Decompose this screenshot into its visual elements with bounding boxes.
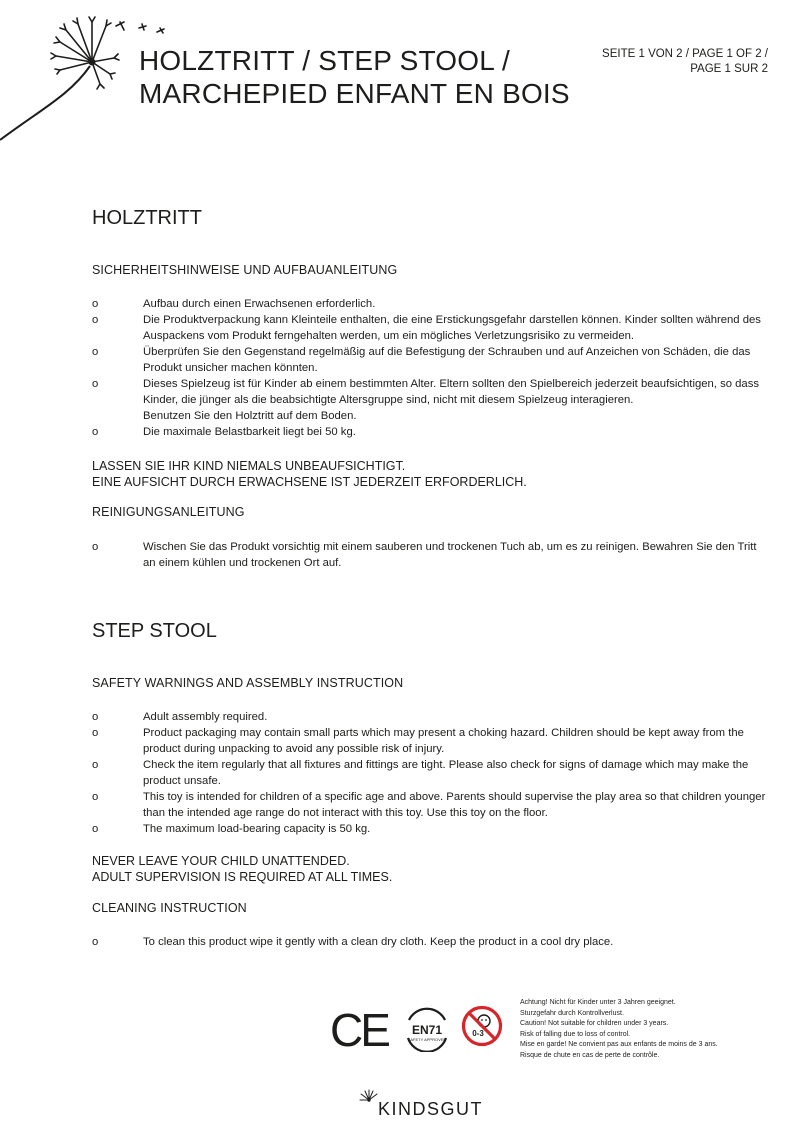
age-warning-line: Mise en garde! Ne convient pas aux enfants de moins de 3 ans. [520, 1041, 718, 1048]
age-restriction-icon [461, 1005, 503, 1047]
age-warning-line: Risk of falling due to loss of control. [520, 1030, 631, 1038]
list-item [92, 709, 768, 725]
list-item-text: Check the item regularly that all fixtures and fittings are tight. Please also check for signs of damage which may make the product unsafe. [143, 759, 749, 787]
warning-line: LASSEN SIE IHR KIND NIEMALS UNBEAUFSICHTIGT. [92, 459, 406, 473]
list-item-text: Die Produktverpackung kann Kleinteile enthalten, die eine Erstickungsgefahr darstellen können. Kinder sollten während des Auspackens vom Produkt ferngehalten werden, um ein mögliches Verletzungsrisiko zu vermeiden. [143, 314, 761, 342]
page-number-line-2: PAGE 1 SUR 2 [690, 63, 768, 75]
cleaning-list-de [92, 539, 768, 571]
bullet-mark: o [92, 298, 99, 310]
list-item-text: Product packaging may contain small parts which may present a choking hazard. Children should be kept away from the product during unpacking to avoid any possible risk of injury. [143, 727, 744, 755]
bullet-mark: o [92, 791, 99, 803]
supervision-warning-de [92, 458, 768, 490]
age-warning-line: Caution! Not suitable for children under 3 years. [520, 1020, 669, 1027]
bullet-mark: o [92, 541, 99, 553]
list-item-text: Überprüfen Sie den Gegenstand regelmäßig auf die Befestigung der Schrauben und auf Anzeichen von Schäden, die das Produkt unsicher machen könnten. [143, 346, 751, 374]
list-item-continuation [92, 408, 768, 424]
bullet-mark: o [92, 936, 99, 948]
cleaning-heading-en: CLEANING INSTRUCTION [92, 901, 247, 915]
list-item-text: Adult assembly required. [143, 711, 268, 723]
age-warning-text [520, 998, 770, 1061]
page-number [602, 47, 768, 77]
section-heading-en: STEP STOOL [92, 620, 217, 642]
en71-label: EN71 [411, 1023, 443, 1037]
list-item-text: The maximum load-bearing capacity is 50 kg. [143, 823, 371, 835]
list-item-text: This toy is intended for children of a specific age and above. Parents should supervise the play area so that children younger than the intended age range do not interact with this toy. Use this toy on the floor. [143, 791, 766, 819]
list-item [92, 539, 768, 571]
age-warning-line: Risque de chute en cas de perte de contrôle. [520, 1051, 660, 1059]
list-item [92, 725, 768, 757]
safety-list-en [92, 709, 768, 837]
bullet-mark: o [92, 711, 99, 723]
age-warning-line: Achtung! Nicht für Kinder unter 3 Jahren geeignet. [520, 999, 676, 1006]
list-item [92, 424, 768, 440]
warning-line: NEVER LEAVE YOUR CHILD UNATTENDED. [92, 854, 350, 868]
list-item-text: Dieses Spielzeug ist für Kinder ab einem bestimmten Alter. Eltern sollten den Spielbereich jederzeit beaufsichtigen, so dass Kinder, die jünger als die beabsichtigte Altersgruppe sind, nicht mit diesem Spielzeug interagieren. [143, 378, 760, 406]
age-range-label: 0-3 [472, 1029, 484, 1038]
warning-line: EINE AUFSICHT DURCH ERWACHSENE IST JEDERZEIT ERFORDERLICH. [92, 475, 527, 489]
safety-heading-en: SAFETY WARNINGS AND ASSEMBLY INSTRUCTION [92, 676, 404, 690]
page-number-line-1: SEITE 1 VON 2 / PAGE 1 OF 2 / [602, 48, 768, 60]
bullet-mark: o [92, 314, 99, 326]
list-item-text: Wischen Sie das Produkt vorsichtig mit einem sauberen und trockenen Tuch ab, um es zu reinigen. Bewahren Sie den Tritt an einem kühlen und trockenen Ort auf. [143, 541, 757, 569]
brand-name: KINDSGUT [378, 1099, 484, 1119]
list-item-text: Die maximale Belastbarkeit liegt bei 50 kg. [143, 426, 356, 438]
bullet-mark: o [92, 426, 99, 438]
bullet-mark: o [92, 759, 99, 771]
list-item [92, 757, 768, 789]
en71-sublabel: SAFETY APPROVED [407, 1037, 447, 1042]
list-item [92, 789, 768, 821]
bullet-mark: o [92, 346, 99, 358]
list-item [92, 296, 768, 312]
list-item-text: Benutzen Sie den Holztritt auf dem Boden. [143, 410, 357, 422]
en71-safety-badge-icon [403, 1006, 451, 1052]
bullet-mark: o [92, 727, 99, 739]
list-item-text: To clean this product wipe it gently with a clean dry cloth. Keep the product in a cool dry place. [143, 936, 614, 948]
safety-heading-de: SICHERHEITSHINWEISE UND AUFBAUANLEITUNG [92, 263, 398, 277]
list-item-text: Aufbau durch einen Erwachsenen erforderlich. [143, 298, 376, 310]
title-line-2: MARCHEPIED ENFANT EN BOIS [139, 78, 570, 109]
age-warning-line: Sturzgefahr durch Kontrollverlust. [520, 1009, 624, 1017]
list-item [92, 312, 768, 344]
title-line-1: HOLZTRITT / STEP STOOL / [139, 45, 510, 76]
cleaning-list-en [92, 934, 768, 950]
list-item [92, 821, 768, 837]
cleaning-heading-de: REINIGUNGSANLEITUNG [92, 505, 245, 519]
section-heading-de: HOLZTRITT [92, 207, 202, 229]
list-item [92, 376, 768, 408]
document-title [139, 44, 570, 110]
list-item [92, 934, 768, 950]
ce-mark-icon: CE [330, 1004, 388, 1056]
supervision-warning-en [92, 853, 768, 885]
bullet-mark: o [92, 823, 99, 835]
warning-line: ADULT SUPERVISION IS REQUIRED AT ALL TIMES. [92, 870, 393, 884]
safety-list-de [92, 296, 768, 440]
list-item [92, 344, 768, 376]
bullet-mark: o [92, 378, 99, 390]
